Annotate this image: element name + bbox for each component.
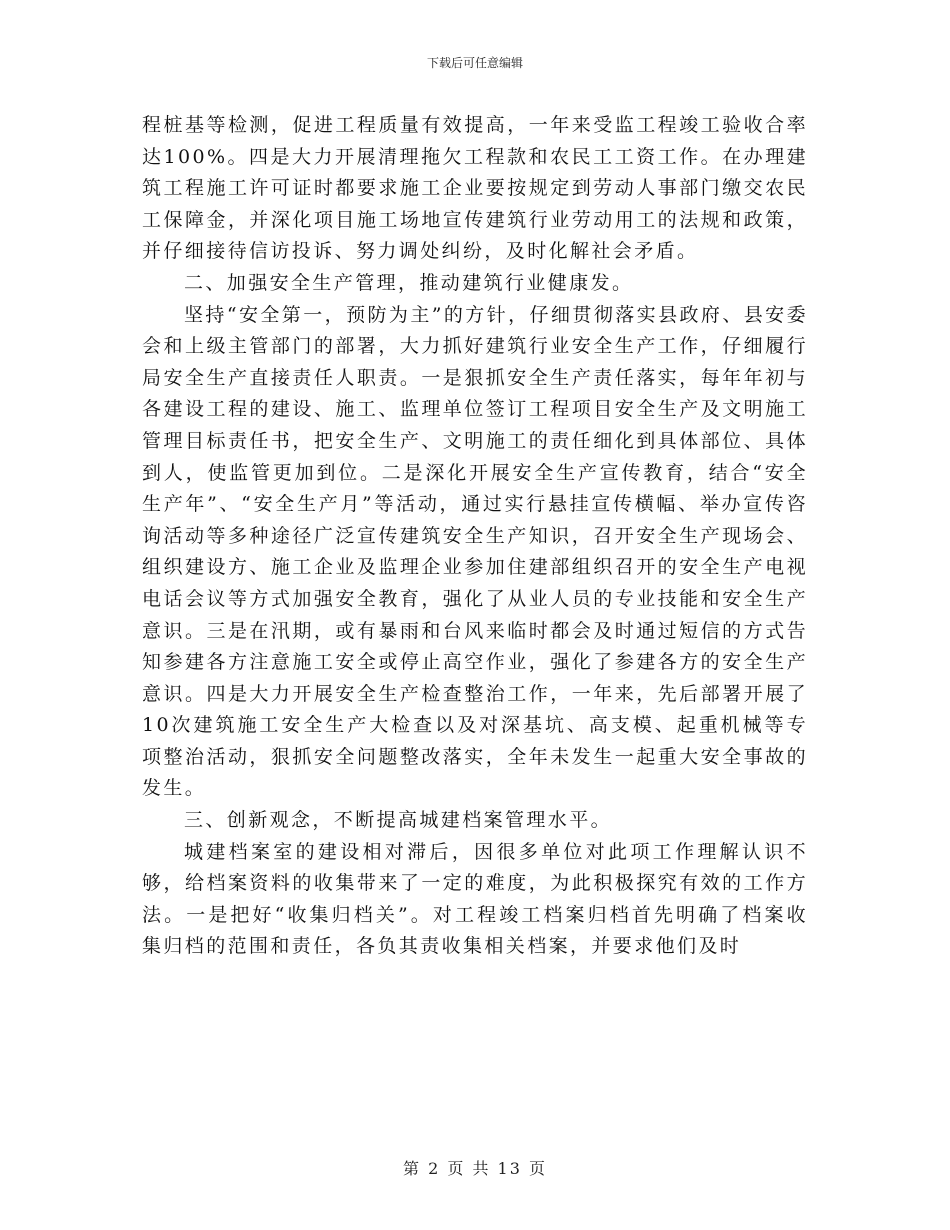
page-footer: 第 2 页 共 13 页: [403, 1159, 547, 1178]
paragraph-1: 程桩基等检测，促进工程质量有效提高，一年来受监工程竣工验收合率达100%。四是大力开展清理拖欠工程款和农民工工资工作。在办理建筑工程施工许可证时都要求施工企业要按规定到劳动人事部门缴交农民工保障金，并深化项目施工场地宣传建筑行业劳动用工的法规和政策，并仔细接待信访投诉、努力调处纠纷，及时化解社会矛盾。: [142, 114, 808, 263]
section-heading-2: 二、加强安全生产管理，推动建筑行业健康发。: [184, 271, 634, 294]
page-header: 下载后可任意编辑: [426, 56, 523, 70]
paragraph-5: 城建档案室的建设相对滞后，因很多单位对此项工作理解认识不够，给档案资料的收集带来了一定的难度，为此积极探究有效的工作方法。一是把好“收集归档关”。对工程竣工档案归档首先明确了档案收集归档的范围和责任，各负其责收集相关档案，并要求他们及时: [142, 840, 808, 958]
paragraph-3: 坚持“安全第一，预防为主”的方针，仔细贯彻落实县政府、县安委会和上级主管部门的部署，大力抓好建筑行业安全生产工作，仔细履行局安全生产直接责任人职责。一是狠抓安全生产责任落实，每年年初与各建设工程的建设、施工、监理单位签订工程项目安全生产及文明施工管理目标责任书，把安全生产、文明施工的责任细化到具体部位、具体到人，使监管更加到位。二是深化开展安全生产宣传教育，结合“安全生产年”、“安全生产月”等活动，通过实行悬挂宣传横幅、举办宣传咨询活动等多种途径广泛宣传建筑安全生产知识，召开安全生产现场会、组织建设方、施工企业及监理企业参加住建部组织召开的安全生产电视电话会议等方式加强安全教育，强化了从业人员的专业技能和安全生产意识。三是在汛期，或有暴雨和台风来临时都会及时通过短信的方式告知参建各方注意施工安全或停止高空作业，强化了参建各方的安全生产意识。四是大力开展安全生产检查整治工作，一年来，先后部署开展了10次建筑施工安全生产大检查以及对深基坑、高支模、起重机械等专项整治活动，狠抓安全问题整改落实，全年未发生一起重大安全事故的发生。: [142, 303, 808, 800]
document-body: [142, 110, 808, 963]
section-heading-3: 三、创新观念，不断提高城建档案管理水平。: [184, 809, 613, 832]
